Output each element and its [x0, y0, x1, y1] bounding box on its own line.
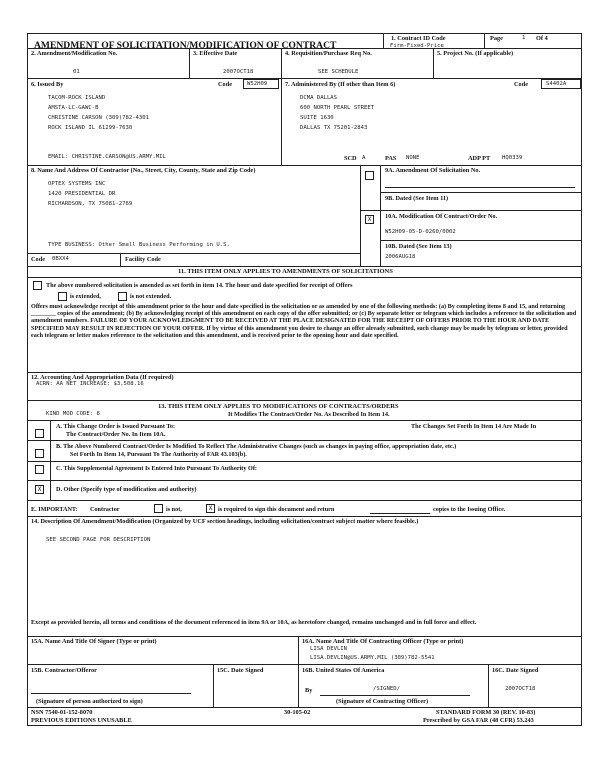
- kind-mod-code: KIND MOD CODE: 8: [46, 411, 100, 417]
- checkbox-solicitation-amended[interactable]: [33, 281, 42, 290]
- administered-by-line: SUITE 1630: [300, 115, 334, 121]
- important-required: is required to sign this document and return: [218, 506, 335, 513]
- amendment-no-value: 01: [73, 69, 80, 75]
- checkbox-13c[interactable]: [35, 465, 44, 474]
- issued-by-code-label: Code: [218, 81, 232, 88]
- effective-date-value: 2007OCT18: [223, 69, 254, 75]
- business-type: TYPE BUSINESS: Other Small Business Performing in U.S.: [48, 242, 230, 248]
- date-signed-16c-value: 2007OCT18: [505, 686, 536, 692]
- important-is-not: is not,: [166, 506, 182, 513]
- signer-label-15a: 15A. Name And Title Of Signer (Type or print): [31, 638, 157, 645]
- modification-contract-value: W52H09-05-D-0260/0002: [385, 229, 456, 235]
- checkbox-is-required[interactable]: X: [206, 504, 215, 513]
- signature-officer-caption: (Signature of Contracting Officer): [336, 698, 429, 705]
- effective-date-label: 3. Effective Date: [193, 50, 238, 57]
- contractor-code-label: Code: [31, 256, 45, 263]
- administered-by-line: DCMA DALLAS: [300, 95, 338, 101]
- important-copies: copies to the Issuing Office.: [433, 506, 506, 513]
- item13a-text: A. This Change Order is Issued Pursuant To:: [56, 423, 176, 430]
- item13-subheading: It Modifies The Contract/Order No. As Described In Item 14.: [228, 411, 390, 418]
- footer-nsn: NSN 7540-01-152-8070: [31, 709, 93, 716]
- issued-by-label: 6. Issued By: [31, 81, 64, 88]
- checkbox-13b[interactable]: [35, 449, 44, 458]
- checkbox-13a[interactable]: [35, 429, 44, 438]
- amendment-no-label: 2. Amendment/Modification No.: [31, 50, 118, 57]
- contractor-code: 0BXX4: [52, 256, 69, 262]
- footer-form-number: 30-105-02: [284, 709, 311, 716]
- administered-by-code-box: [541, 79, 581, 89]
- project-no-label: 5. Project No. (If applicable): [437, 50, 514, 57]
- except-text: Except as provided herein, all terms and conditions of the document referenced in item 9A or 10A, as heretofore changed, remains unchanged and in full force and effect.: [31, 619, 477, 626]
- page-of: Of 4: [536, 35, 548, 42]
- item13b-line2: Set Forth In Item 14, Pursuant To The Authority of FAR 43.103(b).: [70, 451, 247, 458]
- dated-10b-value: 2006AUG18: [385, 254, 416, 260]
- accounting-label: 12. Accounting And Appropriation Data (If required): [31, 374, 174, 381]
- adp-label: ADP PT: [468, 155, 491, 162]
- issued-by-line: ROCK ISLAND IL 61299-7630: [48, 125, 133, 131]
- contract-id-label: 1. Contract ID Code: [391, 35, 446, 42]
- administered-by-label: 7. Administered By (If other than Item 6): [285, 81, 396, 88]
- contractor-line: OPTEX SYSTEMS INC: [48, 181, 106, 187]
- issued-by-line: CHRISTINE CARSON (309)782-4301: [48, 115, 150, 121]
- page-label: Page: [490, 35, 503, 42]
- item11-heading: 11. THIS ITEM ONLY APPLIES TO AMENDMENTS OF SOLICITATIONS: [178, 268, 393, 275]
- item13a-line2: The Contract/Order No. In Item 10A.: [66, 431, 166, 438]
- administered-by-line: 600 NORTH PEARL STREET: [300, 105, 375, 111]
- scd-value: A: [362, 155, 366, 161]
- contractor-line: RICHARDSON, TX 75081-2769: [48, 201, 133, 207]
- contract-id-value: Firm-Fixed-Price: [390, 43, 444, 49]
- footer-standard-form: STANDARD FORM 30 (REV. 10-83): [436, 709, 536, 716]
- signature-person-caption: (Signature of person authorized to sign): [36, 698, 143, 705]
- contractor-label: 8. Name And Address Of Contractor (No., Street, City, County, State and Zip Code): [31, 167, 256, 174]
- date-signed-15c-label: 15C. Date Signed: [217, 667, 264, 674]
- item13-heading: 13. THIS ITEM ONLY APPLIES TO MODIFICATIONS OF CONTRACTS/ORDERS: [158, 403, 399, 410]
- dated-9b-label: 9B. Dated (See Item 11): [385, 195, 449, 202]
- page-number: 1: [522, 35, 526, 41]
- item13b-text: B. The Above Numbered Contract/Order Is Modified To Reflect The Administrative Changes (such as changes in paying office, appropriation date, etc.): [56, 443, 457, 450]
- requisition-label: 4. Requisition/Purchase Req No.: [285, 50, 372, 57]
- item13d-text: D. Other (Specify type of modification and authority): [56, 486, 197, 493]
- officer-name: LISA DEVLIN: [310, 646, 348, 652]
- checkbox-9a[interactable]: [365, 171, 374, 180]
- item13a-right: The Changes Set Forth In Item 14 Are Made In: [411, 423, 537, 430]
- item14-label: 14. Description Of Amendment/Modification (Organized by UCF section headings, including solicitation/contract subject matter where feasible.): [31, 518, 419, 525]
- officer-contact: LISA.DEVLIN@US.ARMY.MIL (309)782-5541: [310, 655, 435, 661]
- pas-value: NONE: [406, 155, 420, 161]
- administered-by-line: DALLAS TX 75201-2843: [300, 125, 368, 131]
- important-contractor: Contractor: [90, 506, 120, 513]
- administered-by-code: S4402A: [546, 81, 567, 87]
- pas-label: PAS: [385, 155, 397, 162]
- by-label: By: [305, 687, 313, 694]
- signed-value: /SIGNED/: [373, 686, 400, 692]
- issued-by-line: TACOM-ROCK ISLAND: [48, 95, 106, 101]
- date-signed-16c-label: 16C. Date Signed: [492, 667, 539, 674]
- item11-line1: The above numbered solicitation is amended as set forth in item 14. The hour and date specified for receipt of Offers: [46, 282, 353, 289]
- administered-by-code-label: Code: [514, 81, 528, 88]
- checkbox-extended[interactable]: [58, 292, 67, 301]
- issued-by-line: AMSTA-LC-GAWC-B: [48, 105, 99, 111]
- important-label: E. IMPORTANT:: [31, 506, 78, 513]
- officer-label-16a: 16A. Name And Title Of Contracting Officer (Type or print): [302, 638, 464, 645]
- checkbox-13d[interactable]: X: [35, 485, 44, 494]
- item14-value: SEE SECOND PAGE FOR DESCRIPTION: [46, 537, 151, 543]
- issued-by-code-box: [243, 79, 279, 89]
- footer-gsa: Prescribed by GSA FAR (48 CFR) 53.243: [423, 717, 534, 724]
- accounting-value: ACRN: AA NET INCREASE: $3,508.16: [36, 381, 144, 387]
- issued-by-code: W52H09: [247, 81, 268, 87]
- checkbox-10a[interactable]: X: [365, 215, 374, 224]
- adp-value: HQ0339: [502, 155, 523, 161]
- sf30-form: [27, 33, 582, 726]
- checkbox-not-extended[interactable]: [118, 292, 127, 301]
- requisition-value: SEE SCHEDULE: [318, 69, 359, 75]
- contractor-line: 1420 PRESIDENTIAL DR: [48, 191, 116, 197]
- form-title: AMENDMENT OF SOLICITATION/MODIFICATION OF CONTRACT: [34, 40, 337, 51]
- contractor-offeror-label: 15B. Contractor/Offeror: [31, 667, 97, 674]
- amendment-solicitation-label: 9A. Amendment Of Solicitation No.: [385, 167, 481, 174]
- scd-label: SCD: [344, 155, 357, 162]
- checkbox-is-not[interactable]: [154, 504, 163, 513]
- usa-label-16b: 16B. United States Of America: [302, 667, 385, 674]
- item11-paragraph: Offers must acknowledge receipt of this amendment prior to the hour and date specified in the solicitation or as amended by one of the following methods: (a) By completing items 8 and 15, and returning ________ copies of the amendment; (b) By acknowledging receipt of this amendment on each copy of the offer submitted; or (c) By separate letter or telegram which includes a reference to the solicitation and amendment numbers. FAILURE OF YOUR ACKNOWLEDGMENT TO BE RECEIVED AT THE PLACE DESIGNATED FOR THE RECEIPT OF OFFERS PRIOR TO THE HOUR AND DATE SPECIFIED MAY RESULT IN REJECTION OF YOUR OFFER. If by virtue of this amendment you desire to change an offer already submitted, such change may be made by telegram or letter, provided each telegram or letter makes reference to the solicitation and this amendment, and is received prior to the opening hour and date specified.: [31, 303, 577, 339]
- dated-10b-label: 10B. Dated (See Item 13): [385, 243, 452, 250]
- extended-label: is extended,: [70, 293, 101, 300]
- not-extended-label: is not extended.: [130, 293, 172, 300]
- facility-code-label: Facility Code: [125, 256, 161, 263]
- issued-by-email: EMAIL: CHRISTINE.CARSON@US.ARMY.MIL: [48, 154, 166, 160]
- footer-prev-editions: PREVIOUS EDITIONS UNUSABLE: [31, 717, 132, 724]
- item13c-text: C. This Supplemental Agreement Is Entered Into Pursuant To Authority Of:: [56, 465, 257, 472]
- modification-contract-label: 10A. Modification Of Contract/Order No.: [385, 213, 498, 220]
